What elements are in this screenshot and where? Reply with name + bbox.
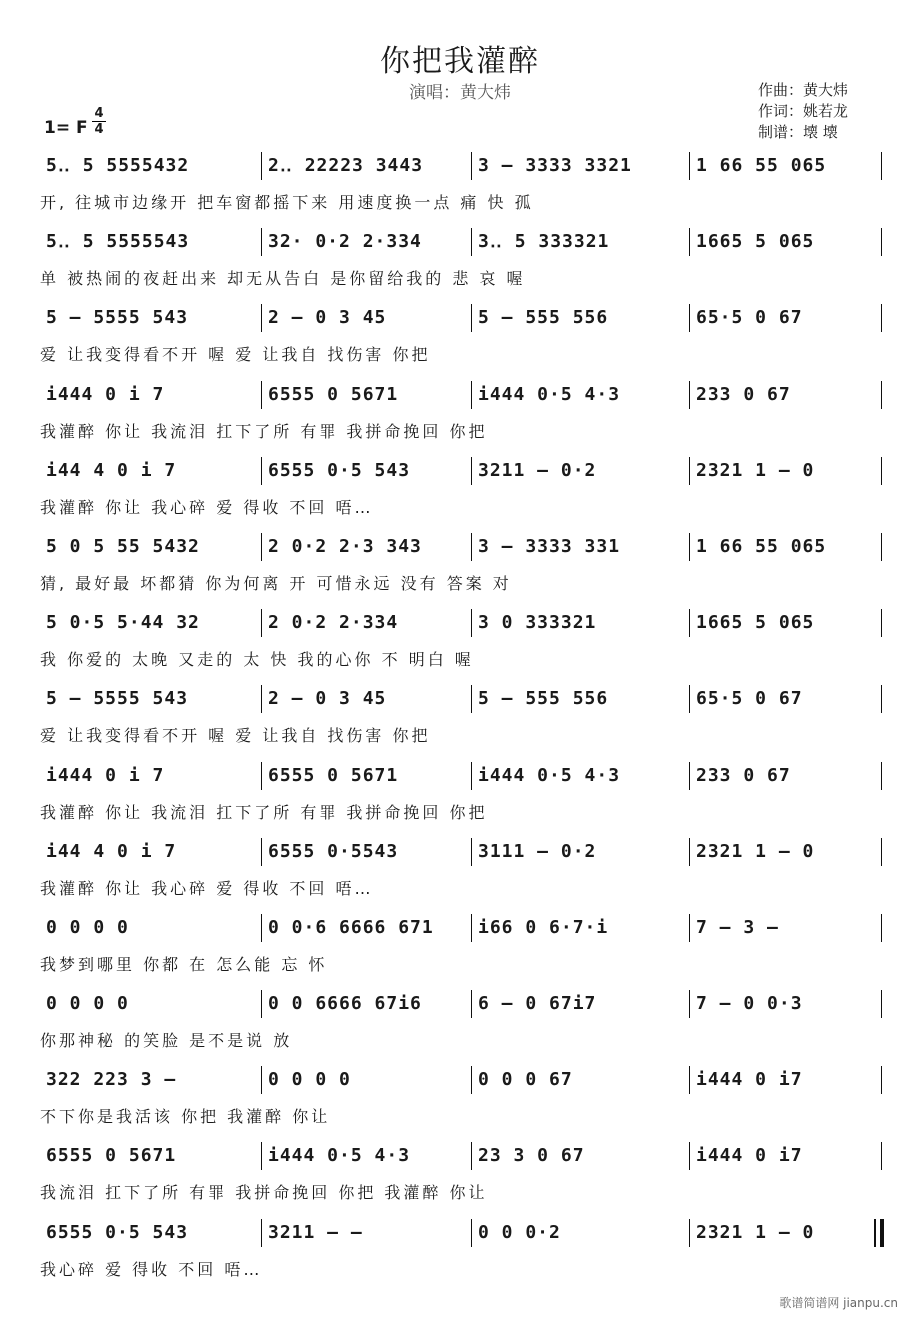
barline: [881, 381, 882, 409]
notation-row: [40, 531, 882, 563]
lyric-line: 我灌醉 你让 我流泪 扛下了所 有罪 我拼命挽回 你把: [40, 802, 488, 822]
measure: 6555 0 5671: [268, 383, 399, 405]
measure: 5‥ 5 5555432: [46, 155, 190, 176]
measure: i444 0 i7: [696, 1145, 803, 1167]
measure: 6555 0·5 543: [268, 459, 411, 481]
song-title: 你把我灌醉: [380, 44, 540, 79]
key-signature: 1= F: [44, 118, 88, 138]
lyric-line: 单 被热闹的夜赶出来 却无从告白 是你留给我的 悲 哀 喔: [40, 269, 526, 289]
measure: 233 0 67: [696, 764, 791, 786]
barline: [881, 914, 882, 942]
lyric-line: 开, 往城市边缘开 把车窗都摇下来 用速度换一点 痛 快 孤: [40, 193, 534, 212]
lyric-line: 猜, 最好最 坏都猜 你为何离 开 可惜永远 没有 答案 对: [40, 573, 512, 593]
measure: 1665 5 065: [696, 231, 815, 253]
notation-row: [40, 988, 882, 1020]
barline: [881, 533, 882, 561]
score: [40, 150, 882, 1293]
measure: 7 – 3 –: [696, 916, 779, 938]
notation-row: [40, 1217, 882, 1249]
singer-credit: 演唱：黄大炜: [409, 83, 511, 103]
barline: [881, 990, 882, 1018]
notation-row: [40, 150, 882, 182]
measure: 2 0·2 2·334: [268, 612, 399, 634]
notation-row: [40, 760, 882, 792]
measure: 5‥ 5 5555543: [46, 231, 190, 253]
measure: 0 0 0 67: [478, 1069, 573, 1091]
measure: 2 – 0 3 45: [268, 688, 387, 710]
barline: [881, 152, 882, 180]
measure: 3‥ 5 333321: [478, 231, 610, 253]
notation-row: [40, 683, 882, 715]
notation-row: [40, 912, 882, 944]
notation-row: [40, 455, 882, 487]
measure: i444 0·5 4·3: [478, 383, 621, 405]
score-system: [40, 1064, 882, 1140]
score-system: [40, 912, 882, 988]
measure: i444 0 i 7: [46, 764, 165, 786]
composer-credit: 作曲：黄大炜: [758, 81, 849, 99]
lyric-line: 不下你是我活该 你把 我灌醉 你让: [40, 1107, 331, 1127]
lyric-line: 爱 让我变得看不开 喔 爱 让我自 找伤害 你把: [40, 726, 431, 746]
time-signature-bottom: 4: [92, 121, 106, 137]
measure: i66 0 6·7·i: [478, 916, 609, 938]
measure: 1 66 55 065: [696, 155, 827, 176]
measure: 3 0 333321: [478, 612, 597, 634]
measure: 2 – 0 3 45: [268, 307, 387, 329]
measure: 5 – 555 556: [478, 307, 609, 329]
measure: 1665 5 065: [696, 612, 815, 634]
time-signature-top: 4: [94, 106, 104, 121]
measure: i444 0·5 4·3: [268, 1145, 411, 1167]
score-system: [40, 607, 882, 683]
barline: [881, 1142, 882, 1170]
lyric-line: 爱 让我变得看不开 喔 爱 让我自 找伤害 你把: [40, 345, 431, 365]
score-system: [40, 988, 882, 1064]
score-system: [40, 455, 882, 531]
measure: 23 3 0 67: [478, 1145, 585, 1167]
measure: i44 4 0 i 7: [46, 840, 177, 862]
lyric-line: 我流泪 扛下了所 有罪 我拼命挽回 你把 我灌醉 你让: [40, 1183, 488, 1203]
measure: 322 223 3 –: [46, 1069, 177, 1091]
barline: [881, 838, 882, 866]
lyric-line: 我灌醉 你让 我心碎 爱 得收 不回 唔…: [40, 878, 374, 898]
site-watermark: 歌谱简谱网 jianpu.cn: [779, 1296, 898, 1310]
measure: 3211 – 0·2: [478, 459, 597, 481]
measure: 2321 1 – 0: [696, 1221, 815, 1243]
measure: 5 0 5 55 5432: [46, 535, 200, 557]
measure: 5 – 5555 543: [46, 688, 189, 710]
notation-row: [40, 1140, 882, 1172]
notation-row: [40, 1064, 882, 1096]
measure: 0 0·6 6666 671: [268, 916, 434, 938]
measure: 2‥ 22223 3443: [268, 155, 424, 176]
notation-row: [40, 302, 882, 334]
lyric-line: 我心碎 爱 得收 不回 唔…: [40, 1259, 263, 1279]
score-system: [40, 150, 882, 226]
measure: 32· 0·2 2·334: [268, 231, 422, 253]
score-system: [40, 226, 882, 302]
final-barline: [874, 1219, 876, 1247]
measure: i444 0 i7: [696, 1069, 803, 1091]
time-signature: [92, 106, 106, 137]
lyric-line: 你那神秘 的笑脸 是不是说 放: [40, 1031, 293, 1051]
score-system: [40, 1140, 882, 1216]
score-system: [40, 836, 882, 912]
measure: 5 – 5555 543: [46, 307, 189, 329]
measure: 65·5 0 67: [696, 688, 803, 710]
measure: 3 – 3333 3321: [478, 155, 632, 176]
score-system: [40, 1217, 882, 1293]
measure: 0 0 6666 67i6: [268, 993, 422, 1015]
measure: 0 0 0·2: [478, 1221, 561, 1243]
barline: [881, 1066, 882, 1094]
measure: 1 66 55 065: [696, 535, 827, 557]
measure: 65·5 0 67: [696, 307, 803, 329]
measure: 2321 1 – 0: [696, 459, 815, 481]
notation-row: [40, 226, 882, 258]
transcriber-credit: 制谱：壊 壊: [758, 123, 838, 141]
lyric-line: 我灌醉 你让 我心碎 爱 得收 不回 唔…: [40, 497, 374, 517]
measure: 3 – 3333 331: [478, 535, 621, 557]
measure: i444 0·5 4·3: [478, 764, 621, 786]
notation-row: [40, 836, 882, 868]
barline: [881, 304, 882, 332]
notation-row: [40, 379, 882, 411]
measure: i44 4 0 i 7: [46, 459, 177, 481]
measure: 6555 0 5671: [46, 1145, 177, 1167]
score-system: [40, 302, 882, 378]
measure: 0 0 0 0: [46, 993, 129, 1015]
barline: [881, 762, 882, 790]
score-system: [40, 531, 882, 607]
credits-block: [758, 80, 868, 143]
score-system: [40, 760, 882, 836]
measure: 2 0·2 2·3 343: [268, 535, 422, 557]
measure: 3211 – –: [268, 1221, 363, 1243]
barline: [881, 228, 882, 256]
measure: 3111 – 0·2: [478, 840, 597, 862]
measure: 5 – 555 556: [478, 688, 609, 710]
score-system: [40, 379, 882, 455]
notation-row: [40, 607, 882, 639]
measure: 6555 0·5 543: [46, 1221, 189, 1243]
measure: 6555 0 5671: [268, 764, 399, 786]
barline: [881, 685, 882, 713]
barline: [881, 609, 882, 637]
barline: [881, 457, 882, 485]
measure: 5 0·5 5·44 32: [46, 612, 200, 634]
score-system: [40, 683, 882, 759]
lyric-line: 我 你爱的 太晚 又走的 太 快 我的心你 不 明白 喔: [40, 650, 474, 670]
lyric-line: 我梦到哪里 你都 在 怎么能 忘 怀: [40, 954, 328, 974]
lyricist-credit: 作词：姚若龙: [758, 102, 849, 120]
measure: 6555 0·5543: [268, 840, 399, 862]
measure: 6 – 0 67i7: [478, 993, 597, 1015]
measure: 233 0 67: [696, 383, 791, 405]
measure: 0 0 0 0: [268, 1069, 351, 1091]
measure: 7 – 0 0·3: [696, 993, 803, 1015]
measure: 0 0 0 0: [46, 916, 129, 938]
measure: 2321 1 – 0: [696, 840, 815, 862]
lyric-line: 我灌醉 你让 我流泪 扛下了所 有罪 我拼命挽回 你把: [40, 421, 488, 441]
measure: i444 0 i 7: [46, 383, 165, 405]
